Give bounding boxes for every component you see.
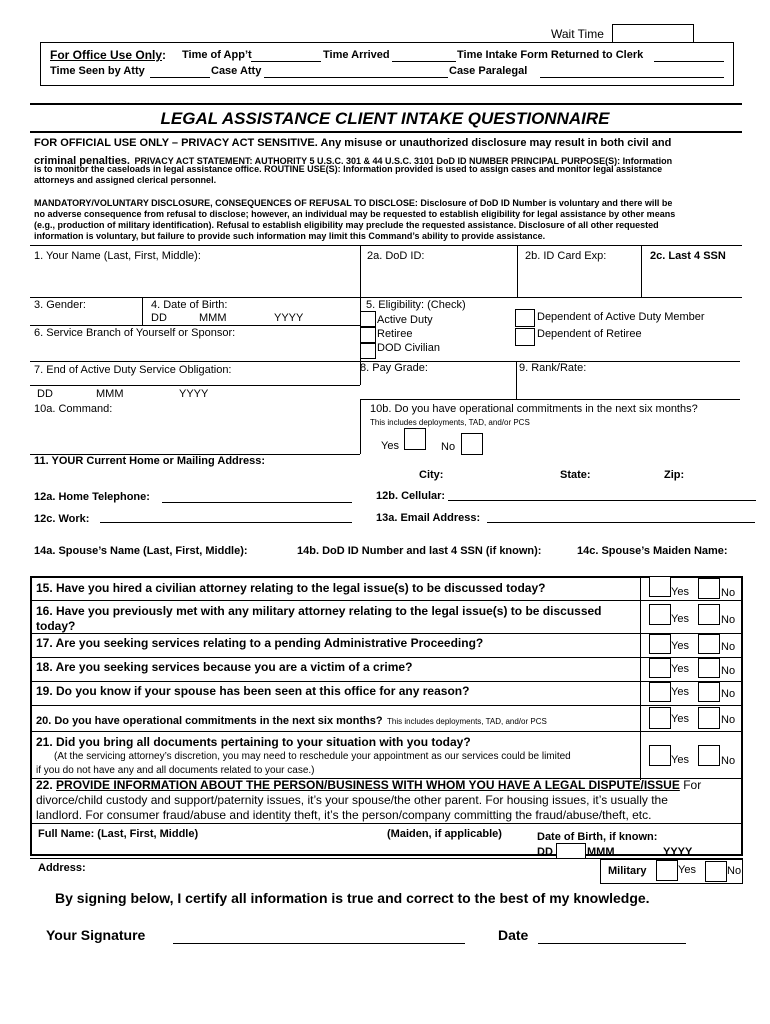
question-22-line-3: landlord. For consumer fraud/abuse and identity theft, it’s the person/company committing the fraud/abuse/theft, etc. <box>36 808 652 822</box>
active-duty-label: Active Duty <box>377 314 433 326</box>
row-rule <box>30 681 743 682</box>
dob-yyyy: YYYY <box>274 312 304 324</box>
row-rule <box>30 385 360 386</box>
page-title: LEGAL ASSISTANCE CLIENT INTAKE QUESTIONNAIRE <box>160 109 610 128</box>
row-rule <box>30 325 360 326</box>
date-label: Date <box>498 927 529 943</box>
q22-dob-yyyy: YYYY <box>663 846 693 858</box>
q20-yes-label: Yes <box>671 713 689 725</box>
dep-retiree-label: Dependent of Retiree <box>537 328 642 340</box>
op-no-label: No <box>441 441 456 453</box>
dod-id-label: 2a. DoD ID: <box>367 250 425 262</box>
row-rule <box>30 600 743 601</box>
signature-line[interactable] <box>173 943 465 944</box>
op-commit-note: This includes deployments, TAD, and/or PCS <box>370 418 530 427</box>
case-atty-line[interactable] <box>264 77 448 78</box>
privacy-line-4: attorneys and assigned clerical personnel. <box>34 175 217 185</box>
eas-yyyy: YYYY <box>179 388 209 400</box>
dod-civilian-label: DOD Civilian <box>377 342 440 354</box>
q16-yes-label: Yes <box>671 613 689 625</box>
row-rule <box>30 823 743 824</box>
question-18: 18. Are you seeking services because you are a victim of a crime? <box>36 660 413 674</box>
q22-maiden-label: (Maiden, if applicable) <box>387 828 502 840</box>
time-seen-label: Time Seen by Atty <box>50 65 145 77</box>
dob-label: 4. Date of Birth: <box>151 299 228 311</box>
question-21-note-2: if you do not have any and all documents related to your case.) <box>36 765 315 776</box>
op-yes-checkbox[interactable] <box>404 428 426 450</box>
email-label: 13a. Email Address: <box>376 512 481 524</box>
q18-yes-label: Yes <box>671 663 689 675</box>
time-of-appt-label: Time of App’t <box>182 49 252 61</box>
privacy-rule <box>30 245 742 246</box>
gender-label: 3. Gender: <box>34 299 86 311</box>
time-of-appt-line[interactable] <box>251 61 321 62</box>
op-no-checkbox[interactable] <box>461 433 483 455</box>
q22-dob-dd-field[interactable] <box>556 843 586 859</box>
privacy-line-1: FOR OFFICIAL USE ONLY – PRIVACY ACT SENSITIVE. Any misuse or unauthorized disclosure may result in both civil and <box>34 137 672 149</box>
q15-yes-label: Yes <box>671 586 689 598</box>
case-paralegal-label: Case Paralegal <box>449 65 528 77</box>
q21-yes-checkbox[interactable] <box>649 745 671 766</box>
dep-active-label: Dependent of Active Duty Member <box>537 311 705 323</box>
q19-no-checkbox[interactable] <box>698 682 720 702</box>
q22-dob-dd: DD <box>537 846 553 858</box>
q16-no-label: No <box>721 614 736 626</box>
q21-no-checkbox[interactable] <box>698 745 720 766</box>
case-paralegal-line[interactable] <box>540 77 724 78</box>
question-21: 21. Did you bring all documents pertaining to your situation with you today? <box>36 735 471 749</box>
q20-no-checkbox[interactable] <box>698 707 720 729</box>
eas-label: 7. End of Active Duty Service Obligation: <box>34 364 232 376</box>
time-seen-line[interactable] <box>150 77 210 78</box>
row-rule <box>30 633 743 634</box>
q22-dob-mmm: MMM <box>587 846 615 858</box>
divider <box>640 576 641 780</box>
q16-no-checkbox[interactable] <box>698 604 720 625</box>
name-label: 1. Your Name (Last, First, Middle): <box>34 250 201 262</box>
zip-label: Zip: <box>664 469 685 481</box>
time-returned-line[interactable] <box>654 61 724 62</box>
q19-yes-label: Yes <box>671 686 689 698</box>
q17-yes-label: Yes <box>671 640 689 652</box>
q17-yes-checkbox[interactable] <box>649 634 671 654</box>
date-line[interactable] <box>538 943 686 944</box>
address-label: 11. YOUR Current Home or Mailing Address: <box>34 455 266 467</box>
rank-label: 9. Rank/Rate: <box>519 362 587 374</box>
mandatory-line-3: (e.g., production of military identification). Refusal to establish eligibility may preclude the requested assistance. Disclosure of all other requested <box>34 220 659 230</box>
q20-no-label: No <box>721 714 736 726</box>
spouse-name-label: 14a. Spouse’s Name (Last, First, Middle): <box>34 545 248 557</box>
cellular-label: 12b. Cellular: <box>376 490 446 502</box>
op-yes-label: Yes <box>381 440 399 452</box>
military-label: Military <box>608 865 647 877</box>
military-no-checkbox[interactable] <box>705 861 727 882</box>
state-label: State: <box>560 469 591 481</box>
military-yes-label: Yes <box>678 864 696 876</box>
time-returned-label: Time Intake Form Returned to Clerk <box>457 49 644 61</box>
q19-yes-checkbox[interactable] <box>649 682 671 702</box>
military-no-label: No <box>727 865 742 877</box>
row-rule <box>30 705 743 706</box>
q19-no-label: No <box>721 688 736 700</box>
divider <box>360 399 361 454</box>
certify-statement: By signing below, I certify all information is true and correct to the best of my knowledge. <box>55 890 650 906</box>
home-phone-label: 12a. Home Telephone: <box>34 491 150 503</box>
dob-dd: DD <box>151 312 167 324</box>
q18-yes-checkbox[interactable] <box>649 658 671 678</box>
city-label: City: <box>419 469 444 481</box>
q15-yes-checkbox[interactable] <box>649 576 671 597</box>
q15-no-label: No <box>721 587 736 599</box>
row-rule <box>30 731 743 732</box>
eas-dd: DD <box>37 388 53 400</box>
retiree-checkbox[interactable] <box>360 327 376 343</box>
q22-address-label: Address: <box>38 862 86 874</box>
q16-yes-checkbox[interactable] <box>649 604 671 625</box>
q20-yes-checkbox[interactable] <box>649 707 671 729</box>
mandatory-line-4: information is voluntary, but failure to provide such information may limit this Command’s ability to provide assistance. <box>34 231 546 241</box>
wait-time-label: Wait Time <box>551 27 604 41</box>
id-exp-label: 2b. ID Card Exp: <box>525 250 607 262</box>
mandatory-line-1: MANDATORY/VOLUNTARY DISCLOSURE, CONSEQUENCES OF REFUSAL TO DISCLOSE: Disclosure of DoD ID Number is voluntary and there will be <box>34 198 673 208</box>
spouse-maiden-label: 14c. Spouse’s Maiden Name: <box>577 545 728 557</box>
privacy-line-3: is to monitor the caseloads in legal assistance office. ROUTINE USE(S): Information provided is used to assign cases and monitor legal assistance <box>34 164 663 174</box>
spouse-dod-label: 14b. DoD ID Number and last 4 SSN (if known): <box>297 545 542 557</box>
work-label: 12c. Work: <box>34 513 90 525</box>
case-atty-label: Case Atty <box>211 65 262 77</box>
q17-no-checkbox[interactable] <box>698 634 720 654</box>
question-22-heading: 22. PROVIDE INFORMATION ABOUT THE PERSON/BUSINESS WITH WHOM YOU HAVE A LEGAL DISPUTE/ISSUE For <box>36 778 702 792</box>
q17-no-label: No <box>721 641 736 653</box>
question-16: 16. Have you previously met with any military attorney relating to the legal issue(s) to be discussed <box>36 604 602 618</box>
question-17: 17. Are you seeking services relating to a pending Administrative Proceeding? <box>36 636 484 650</box>
question-16-line-2: today? <box>36 619 76 633</box>
q21-yes-label: Yes <box>671 754 689 766</box>
q18-no-checkbox[interactable] <box>698 658 720 678</box>
q22-dob-label: Date of Birth, if known: <box>537 831 658 843</box>
email-line[interactable] <box>487 522 755 523</box>
row-rule <box>30 657 743 658</box>
signature-label: Your Signature <box>46 927 146 943</box>
time-arrived-label: Time Arrived <box>323 49 390 61</box>
divider <box>516 361 517 399</box>
military-yes-checkbox[interactable] <box>656 860 678 881</box>
home-phone-line[interactable] <box>162 502 352 503</box>
question-19: 19. Do you know if your spouse has been seen at this office for any reason? <box>36 684 470 698</box>
q21-no-label: No <box>721 755 736 767</box>
privacy-line-2: criminal penalties. PRIVACY ACT STATEMENT: AUTHORITY 5 U.S.C. 301 & 44 U.S.C. 3101 DoD ID NUMBER PRINCIPAL PURPOSE(S): Information <box>34 155 673 167</box>
pay-grade-label: 8. Pay Grade: <box>360 362 428 374</box>
question-15: 15. Have you hired a civilian attorney relating to the legal issue(s) to be discussed today? <box>36 581 546 595</box>
mandatory-line-2: no adverse consequence from refusal to disclose; however, an individual may be requested to establish eligibility for legal assistance by other means <box>34 209 676 219</box>
divider <box>517 245 518 297</box>
active-duty-checkbox[interactable] <box>360 311 376 327</box>
eas-mmm: MMM <box>96 388 124 400</box>
time-arrived-line[interactable] <box>392 61 456 62</box>
last4-ssn-label: 2c. Last 4 SSN <box>650 250 726 262</box>
dob-mmm: MMM <box>199 312 227 324</box>
row-rule <box>360 399 740 400</box>
dep-retiree-checkbox[interactable] <box>515 328 535 346</box>
q18-no-label: No <box>721 665 736 677</box>
divider <box>360 245 361 297</box>
question-20: 20. Do you have operational commitments in the next six months? This includes deployments, TAD, and/or PCS <box>36 715 547 727</box>
divider <box>142 297 143 325</box>
title-rule-bottom <box>30 131 742 133</box>
retiree-label: Retiree <box>377 328 413 340</box>
command-label: 10a. Command: <box>34 403 113 415</box>
divider <box>641 245 642 297</box>
op-commit-label: 10b. Do you have operational commitments in the next six months? <box>370 403 698 415</box>
question-21-note: (At the servicing attorney’s discretion, you may need to reschedule your appointment as our services could be limited <box>54 751 571 762</box>
dep-active-checkbox[interactable] <box>515 309 535 327</box>
row-rule <box>30 297 742 298</box>
work-line[interactable] <box>100 522 352 523</box>
branch-label: 6. Service Branch of Yourself or Sponsor: <box>34 327 236 339</box>
q22-full-name-label: Full Name: (Last, First, Middle) <box>38 828 199 840</box>
title-rule <box>30 103 742 105</box>
eligibility-label: 5. Eligibility: (Check) <box>366 299 466 311</box>
q15-no-checkbox[interactable] <box>698 578 720 599</box>
question-22-line-2: divorce/child custody and support/paternity issues, it’s your spouse/the other parent. For housing issues, it’s usually the <box>36 793 668 807</box>
dod-civilian-checkbox[interactable] <box>360 343 376 359</box>
office-use-heading: For Office Use Only: <box>50 48 167 62</box>
cellular-line[interactable] <box>448 500 756 501</box>
wait-time-field[interactable] <box>612 24 694 43</box>
